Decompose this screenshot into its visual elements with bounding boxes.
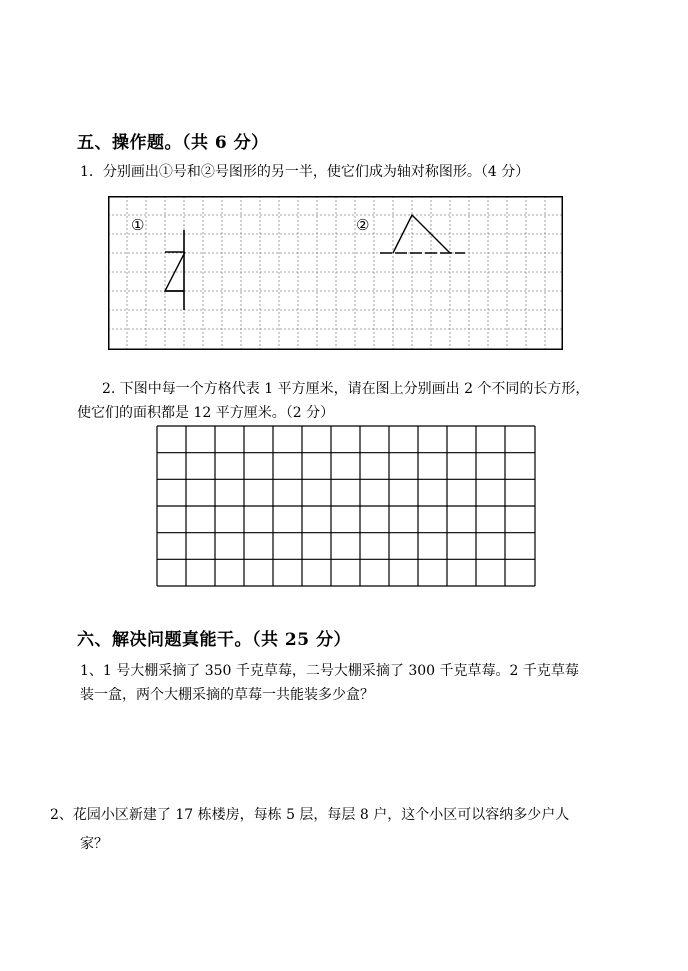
q2-line1: 2. 下图中每一个方格代表 1 平方厘米，请在图上分别画出 2 个不同的长方形， <box>102 381 590 397</box>
q2-solid-grid <box>156 425 538 588</box>
s6-q2-line2: 家？ <box>80 836 108 852</box>
q1-text: 1．分别画出①号和②号图形的另一半，使它们成为轴对称图形。（4 分） <box>80 164 530 180</box>
s6-q1-line1: 1、1 号大棚采摘了 350 千克草莓，二号大棚采摘了 300 千克草莓。2 千克草莓 <box>80 663 579 679</box>
section6-title: 六、解决问题真能干。（共 25 分） <box>77 630 351 650</box>
figure2-label: ② <box>356 216 370 234</box>
q1-dotted-grid <box>108 196 564 352</box>
section5-title: 五、操作题。（共 6 分） <box>77 133 269 153</box>
q2-line2: 使它们的面积都是 12 平方厘米。（2 分） <box>77 405 335 421</box>
s6-q1-line2: 装一盒，两个大棚采摘的草莓一共能装多少盒？ <box>80 687 374 703</box>
figure1-half-trapezoid <box>165 252 185 291</box>
figure1-label: ① <box>131 216 145 234</box>
s6-q2-line1: 2、花园小区新建了 17 栋楼房，每栋 5 层，每层 8 户，这个小区可以容纳多少户人 <box>50 807 570 823</box>
